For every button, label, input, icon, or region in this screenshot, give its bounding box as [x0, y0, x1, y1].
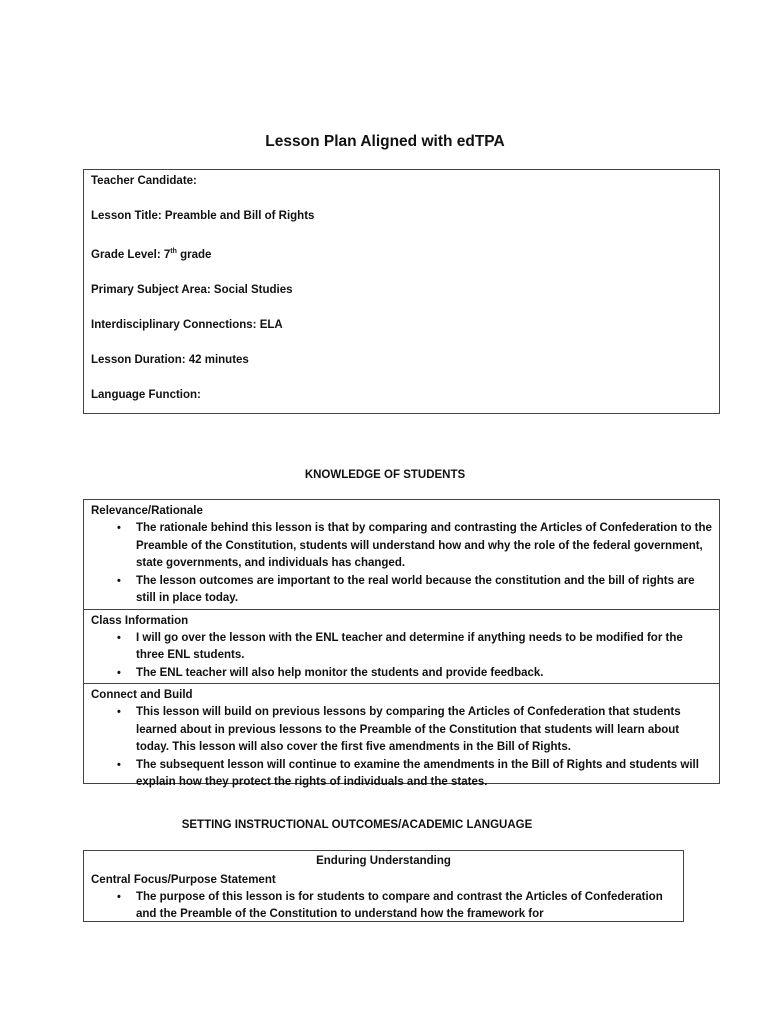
class-information-cell — [84, 610, 719, 685]
bullet-icon: • — [117, 758, 121, 771]
central-focus-title: Central Focus/Purpose Statement — [91, 873, 276, 886]
instructional-outcomes-heading: SETTING INSTRUCTIONAL OUTCOMES/ACADEMIC LANGUAGE — [181, 819, 533, 831]
bullet-icon: • — [117, 890, 121, 903]
bullet-icon: • — [117, 666, 121, 679]
enduring-understanding-table — [83, 850, 684, 922]
document-title: Lesson Plan Aligned with edTPA — [265, 133, 505, 150]
list-item — [91, 630, 712, 665]
list-item-text: I will go over the lesson with the ENL teacher and determine if anything needs to be modified for the three ENL students. — [136, 631, 683, 661]
list-item — [91, 520, 712, 573]
lesson-title-field: Lesson Title: Preamble and Bill of Rights — [91, 210, 315, 222]
connect-build-title: Connect and Build — [91, 689, 193, 701]
bullet-icon: • — [117, 574, 121, 587]
connect-build-cell — [84, 684, 719, 793]
teacher-candidate-field: Teacher Candidate: — [91, 175, 197, 187]
bullet-icon: • — [117, 522, 121, 534]
class-information-title: Class Information — [91, 614, 189, 627]
list-item — [91, 573, 712, 608]
list-item-text: The lesson outcomes are important to the real world because the constitution and the bill of rights are still in place today. — [136, 574, 695, 604]
language-function-field: Language Function: — [91, 388, 201, 401]
list-item — [91, 665, 712, 683]
lesson-info-box — [83, 169, 720, 414]
list-item-text: The subsequent lesson will continue to examine the amendments in the Bill of Rights and students will explain how they protect the rights of individuals and the states. — [136, 758, 699, 788]
relevance-cell — [84, 500, 719, 610]
knowledge-of-students-heading: KNOWLEDGE OF STUDENTS — [304, 469, 466, 481]
grade-level-sup: th — [170, 248, 177, 255]
enduring-understanding-header: Enduring Understanding — [316, 855, 451, 867]
bullet-icon: • — [117, 631, 121, 644]
list-item-text: The purpose of this lesson is for students to compare and contrast the Articles of Confederation and the Preamble of the Constitution to understand how the framework for — [136, 890, 663, 920]
grade-level-field — [91, 244, 712, 263]
primary-subject-field: Primary Subject Area: Social Studies — [91, 283, 293, 296]
list-item — [91, 757, 712, 792]
interdisciplinary-field: Interdisciplinary Connections: ELA — [91, 318, 283, 331]
list-item — [91, 889, 676, 923]
relevance-title: Relevance/Rationale — [91, 505, 203, 517]
grade-level-prefix: Grade Level: 7 — [91, 248, 171, 261]
list-item-text: The rationale behind this lesson is that by comparing and contrasting the Articles of Confederation to the Preamble of the Constitution, students will understand how and why the role of the federal government, state governments, and individuals has changed. — [136, 522, 712, 569]
list-item-text: The ENL teacher will also help monitor the students and provide feedback. — [136, 666, 544, 679]
knowledge-of-students-table — [83, 499, 720, 788]
list-item-text: This lesson will build on previous lessons by comparing the Articles of Confederation that students learned about in previous lessons to the Preamble of the Constitution that students will learn about today. This lesson will also cover the first five amendments in the Bill of Rights. — [136, 706, 681, 753]
bullet-icon: • — [117, 706, 121, 718]
list-item — [91, 704, 712, 757]
lesson-duration-field: Lesson Duration: 42 minutes — [91, 353, 249, 366]
grade-level-suffix: grade — [176, 248, 212, 261]
